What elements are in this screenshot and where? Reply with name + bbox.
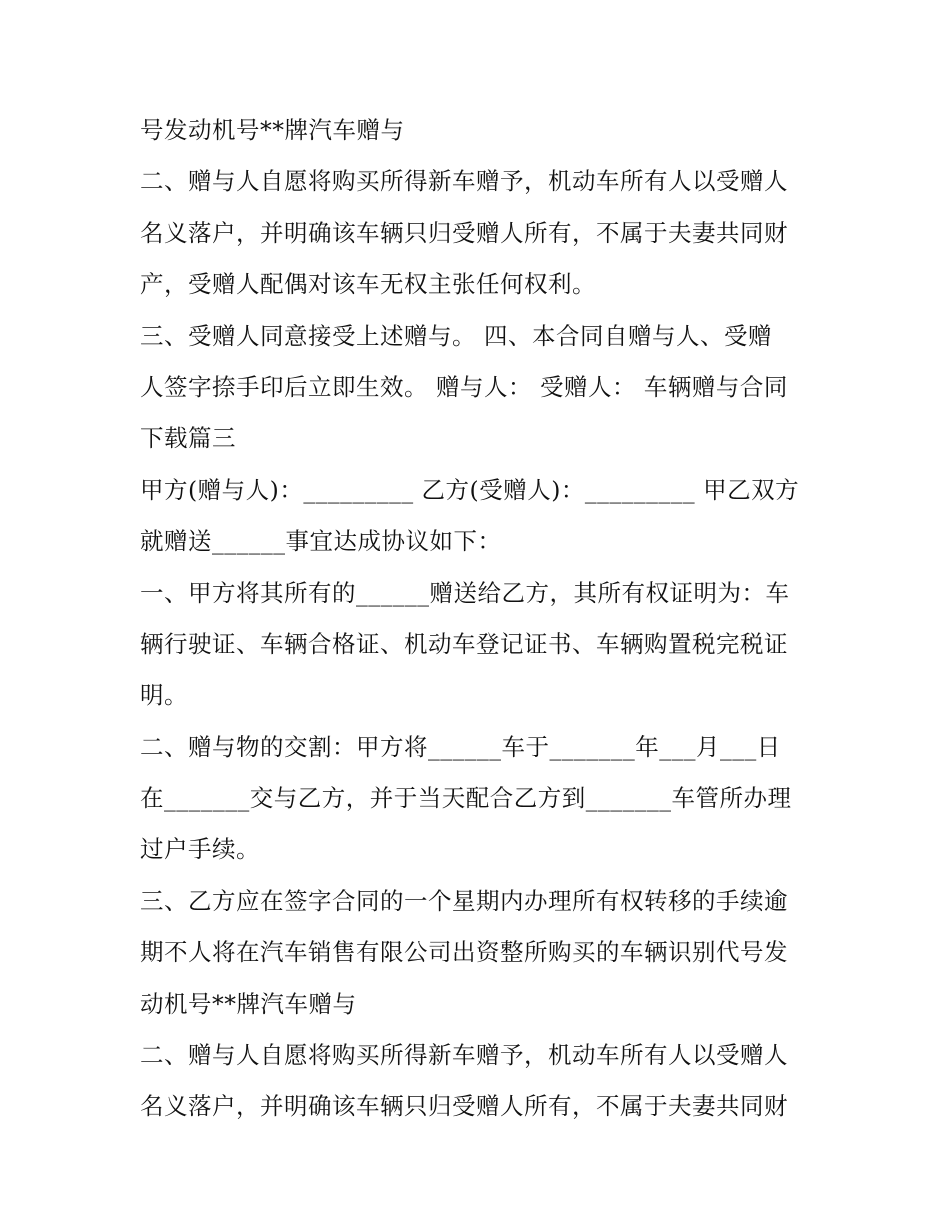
text-line: 期不人将在汽车销售有限公司出资整所购买的车辆识别代号发 <box>140 938 788 967</box>
text-line: 二、赠与物的交割：甲方将______车于_______年___月___日 <box>140 732 781 761</box>
text-line: 人签字捺手印后立即生效。 赠与人： 受赠人： 车辆赠与合同 <box>140 372 788 401</box>
text-line: 号发动机号**牌汽车赠与 <box>140 116 405 144</box>
text-line: 二、赠与人自愿将购买所得新车赠予，机动车所有人以受赠人 <box>140 1041 788 1070</box>
text-line: 一、甲方将其所有的______赠送给乙方，其所有权证明为：车 <box>140 578 790 607</box>
text-line: 三、受赠人同意接受上述赠与。 四、本合同自赠与人、受赠 <box>140 321 772 350</box>
text-line: 产，受赠人配偶对该车无权主张任何权利。 <box>140 270 596 299</box>
document-body <box>140 105 820 1133</box>
text-line: 下载篇三 <box>140 424 236 453</box>
text-line: 名义落户，并明确该车辆只归受赠人所有，不属于夫妻共同财 <box>140 218 788 247</box>
text-line: 动机号**牌汽车赠与 <box>140 989 357 1018</box>
text-line: 二、赠与人自愿将购买所得新车赠予，机动车所有人以受赠人 <box>140 167 788 196</box>
text-line: 三、乙方应在签字合同的一个星期内办理所有权转移的手续逾 <box>140 886 788 915</box>
text-line: 甲方(赠与人)：_________ 乙方(受赠人)：_________ 甲乙双方 <box>140 475 800 504</box>
text-line: 就赠送______事宜达成协议如下： <box>140 527 502 556</box>
text-line: 明。 <box>140 681 188 710</box>
text-line: 过户手续。 <box>140 835 260 864</box>
text-line: 名义落户，并明确该车辆只归受赠人所有，不属于夫妻共同财 <box>140 1092 788 1121</box>
text-line: 在_______交与乙方，并于当天配合乙方到_______车管所办理 <box>140 784 792 813</box>
text-line: 辆行驶证、车辆合格证、机动车登记证书、车辆购置税完税证 <box>140 629 788 658</box>
